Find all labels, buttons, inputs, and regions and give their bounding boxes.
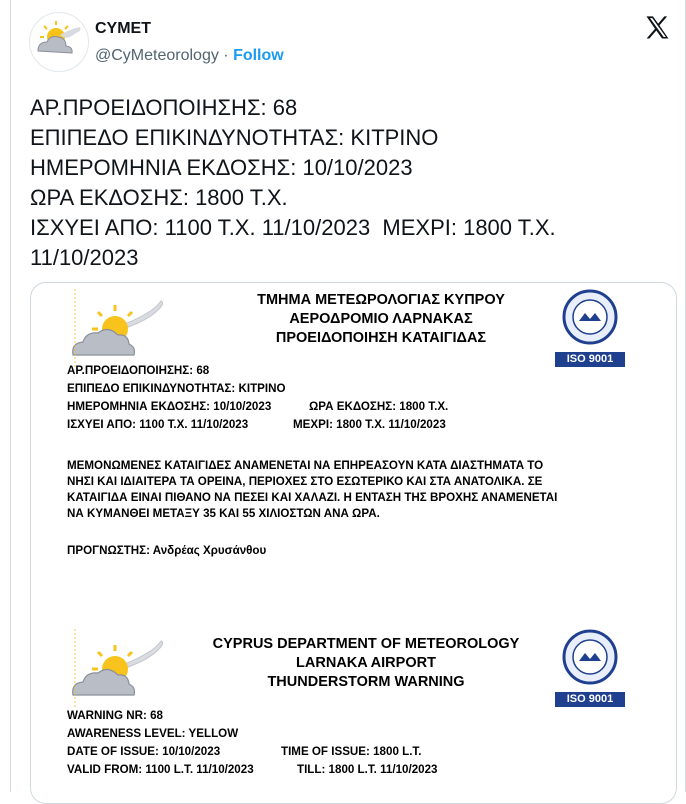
- tweet-line: ΗΜΕΡΟΜΗΝΙΑ ΕΚΔΟΣΗΣ: 10/10/2023: [30, 155, 413, 180]
- iso-seal-icon: [555, 629, 625, 687]
- author-name[interactable]: CYMET: [95, 20, 151, 37]
- tweet-line: ΕΠΙΠΕΔΟ ΕΠΙΚΙΝΔΥΝΟΤΗΤΑΣ: ΚΙΤΡΙΝΟ: [30, 125, 439, 150]
- tweet-line: ΑΡ.ΠΡΟΕΙΔΟΠΟΙΗΣΗΣ: 68: [30, 95, 298, 120]
- cymet-logo-icon: [67, 627, 171, 709]
- greek-valid: ΙΣΧΥΕΙ ΑΠΟ: 1100 Τ.Χ. 11/10/2023: [67, 418, 249, 431]
- tweet-text: [30, 93, 660, 273]
- separator: ·: [218, 47, 234, 64]
- greek-header-line: ΤΜΗΜΑ ΜΕΤΕΩΡΟΛΟΓΙΑΣ ΚΥΠΡΟΥ: [257, 292, 505, 308]
- english-till: TILL: 1800 L.T. 11/10/2023: [297, 763, 438, 776]
- greek-header-line: ΑΕΡΟΔΡΟΜΙΟ ΛΑΡΝΑΚΑΣ: [289, 311, 473, 327]
- greek-level: ΕΠΙΠΕΔΟ ΕΠΙΚΙΝΔΥΝΟΤΗΤΑΣ: ΚΙΤΡΙΝΟ: [67, 382, 286, 395]
- english-date: DATE OF ISSUE: 10/10/2023: [67, 745, 221, 758]
- english-level: AWARENESS LEVEL: YELLOW: [67, 727, 239, 740]
- greek-text-line: ΝΗΣΙ ΚΑΙ ΙΔΙΑΙΤΕΡΑ ΤΑ ΟΡΕΙΝΑ, ΠΕΡΙΟΧΕΣ ΣΤΟ ΕΣΩΤΕΡΙΚΟ ΚΑΙ ΣΤΑ ΑΝΑΤΟΛΙΚΑ. ΣΕ: [67, 475, 543, 488]
- greek-text-line: ΜΕΜΟΝΩΜΕΝΕΣ ΚΑΤΑΙΓΙΔΕΣ ΑΝΑΜΕΝΕΤΑΙ ΝΑ ΕΠΗΡΕΑΣΟΥΝ ΚΑΤΑ ΔΙΑΣΤΗΜΑΤΑ ΤΟ: [67, 459, 544, 472]
- iso-badge: [555, 629, 625, 707]
- greek-text-line: ΝΑ ΚΥΜΑΝΘΕΙ ΜΕΤΑΞΥ 35 ΚΑΙ 55 ΧΙΛΙΟΣΤΩΝ ΑΝΑ ΩΡΑ.: [67, 507, 380, 520]
- greek-date: ΗΜΕΡΟΜΗΝΙΑ ΕΚΔΟΣΗΣ: 10/10/2023: [67, 400, 272, 413]
- warning-image[interactable]: [30, 282, 677, 804]
- tweet-line: ΙΣΧΥΕΙ ΑΠΟ: 1100 Τ.Χ. 11/10/2023 ΜΕΧΡΙ: 1800 Τ.Χ.: [30, 215, 556, 240]
- iso-label: ISO 9001: [555, 692, 625, 707]
- avatar[interactable]: [29, 12, 89, 72]
- follow-button[interactable]: Follow: [233, 47, 284, 64]
- english-time: TIME OF ISSUE: 1800 L.T.: [281, 745, 422, 758]
- english-header-line: THUNDERSTORM WARNING: [267, 674, 465, 690]
- tweet-line: 11/10/2023: [30, 245, 139, 270]
- greek-text-line: ΚΑΤΑΙΓΙΔΑ ΕΙΝΑΙ ΠΙΘΑΝΟ ΝΑ ΠΕΣΕΙ ΚΑΙ ΧΑΛΑΖΙ. Η ΕΝΤΑΣΗ ΤΗΣ ΒΡΟΧΗΣ ΑΝΑΜΕΝΕΤΑΙ: [67, 491, 558, 504]
- greek-header-line: ΠΡΟΕΙΔΟΠΟΙΗΣΗ ΚΑΤΑΙΓΙΔΑΣ: [275, 330, 487, 346]
- english-header-line: CYPRUS DEPARTMENT OF METEOROLOGY: [212, 636, 520, 652]
- iso-label: ISO 9001: [555, 352, 625, 367]
- english-valid: VALID FROM: 1100 L.T. 11/10/2023: [67, 763, 254, 776]
- english-header-line: LARNAKA AIRPORT: [296, 655, 436, 671]
- english-warning-nr: WARNING NR: 68: [67, 709, 163, 722]
- greek-time: ΩΡΑ ΕΚΔΟΣΗΣ: 1800 Τ.Χ.: [309, 400, 449, 413]
- cymet-logo-icon: [67, 287, 171, 369]
- tweet-line: ΩΡΑ ΕΚΔΟΣΗΣ: 1800 Τ.Χ.: [30, 185, 288, 210]
- greek-till: ΜΕΧΡΙ: 1800 Τ.Χ. 11/10/2023: [293, 418, 446, 431]
- iso-seal-icon: [555, 289, 625, 347]
- greek-warning-nr: ΑΡ.ΠΡΟΕΙΔΟΠΟΙΗΣΗΣ: 68: [67, 364, 210, 377]
- author-handle-row: [95, 47, 284, 65]
- author-handle[interactable]: @CyMeteorology: [95, 47, 219, 64]
- iso-badge: [555, 289, 625, 367]
- x-logo-icon[interactable]: [643, 14, 671, 42]
- greek-forecaster: ΠΡΟΓΝΩΣΤΗΣ: Ανδρέας Χρυσάνθου: [67, 544, 267, 557]
